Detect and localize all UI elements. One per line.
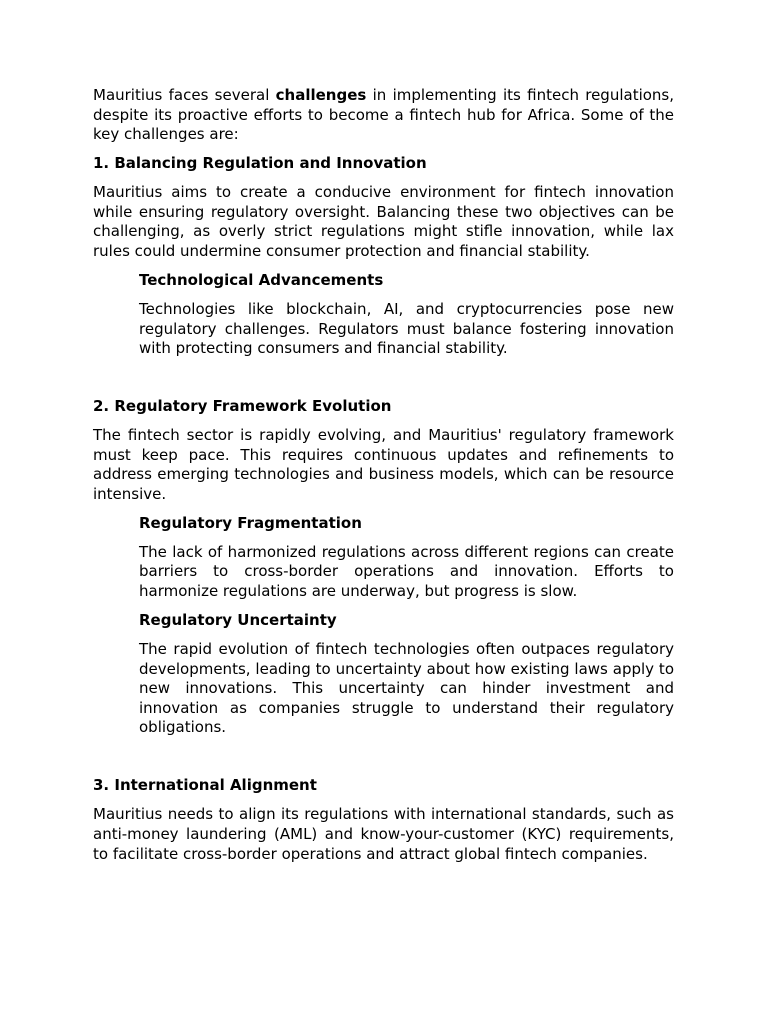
subsection-body: Technologies like blockchain, AI, and cryptocurrencies pose new regulatory challenges. Regulators must balance fostering innovation with protecting consumers and financial stability. — [139, 299, 674, 358]
intro-text-before: Mauritius faces several — [93, 86, 276, 104]
subsection-body: The rapid evolution of fintech technologies often outpaces regulatory developments, leading to uncertainty about how existing laws apply to new innovations. This uncertainty can hinder investment and innovation as companies struggle to understand their regulatory obligations. — [139, 639, 674, 737]
intro-bold-term: challenges — [275, 86, 367, 104]
section-heading-framework-evolution: 2. Regulatory Framework Evolution — [93, 397, 392, 416]
section-spacer — [93, 368, 674, 397]
section-heading-balancing: 1. Balancing Regulation and Innovation — [93, 154, 427, 173]
intro-text-after: in implementing its fintech regulations, despite its proactive efforts to become a fintech hub for Africa. Some of the key challenges are: — [93, 86, 675, 144]
section-heading-international-alignment: 3. International Alignment — [93, 776, 317, 795]
subsection-regulatory-fragmentation — [139, 514, 674, 602]
subsection-regulatory-uncertainty — [139, 611, 674, 738]
section-spacer — [93, 747, 674, 776]
subsection-body: The lack of harmonized regulations across different regions can create barriers to cross-border operations and innovation. Efforts to harmonize regulations are underway, but progress is slow. — [139, 542, 674, 600]
subsection-heading: Regulatory Uncertainty — [139, 610, 337, 629]
subsection-technological-advancements — [139, 271, 674, 359]
section-body-balancing: Mauritius aims to create a conducive environment for fintech innovation while ensuring regulatory oversight. Balancing these two objectives can be challenging, as overly strict regulations might stifle innovation, while lax rules could undermine consumer protection and financial stability. — [93, 183, 674, 260]
intro-paragraph — [93, 86, 674, 145]
section-body-framework-evolution: The fintech sector is rapidly evolving, and Mauritius' regulatory framework must keep pace. This requires continuous updates and refinements to address emerging technologies and business models, which can be resource intensive. — [93, 426, 674, 503]
subsection-heading: Regulatory Fragmentation — [139, 513, 362, 532]
section-body-international-alignment: Mauritius needs to align its regulations with international standards, such as anti-money laundering (AML) and know-your-customer (KYC) requirements, to facilitate cross-border operations and attract global fintech companies. — [93, 805, 674, 863]
subsection-heading: Technological Advancements — [139, 270, 384, 289]
